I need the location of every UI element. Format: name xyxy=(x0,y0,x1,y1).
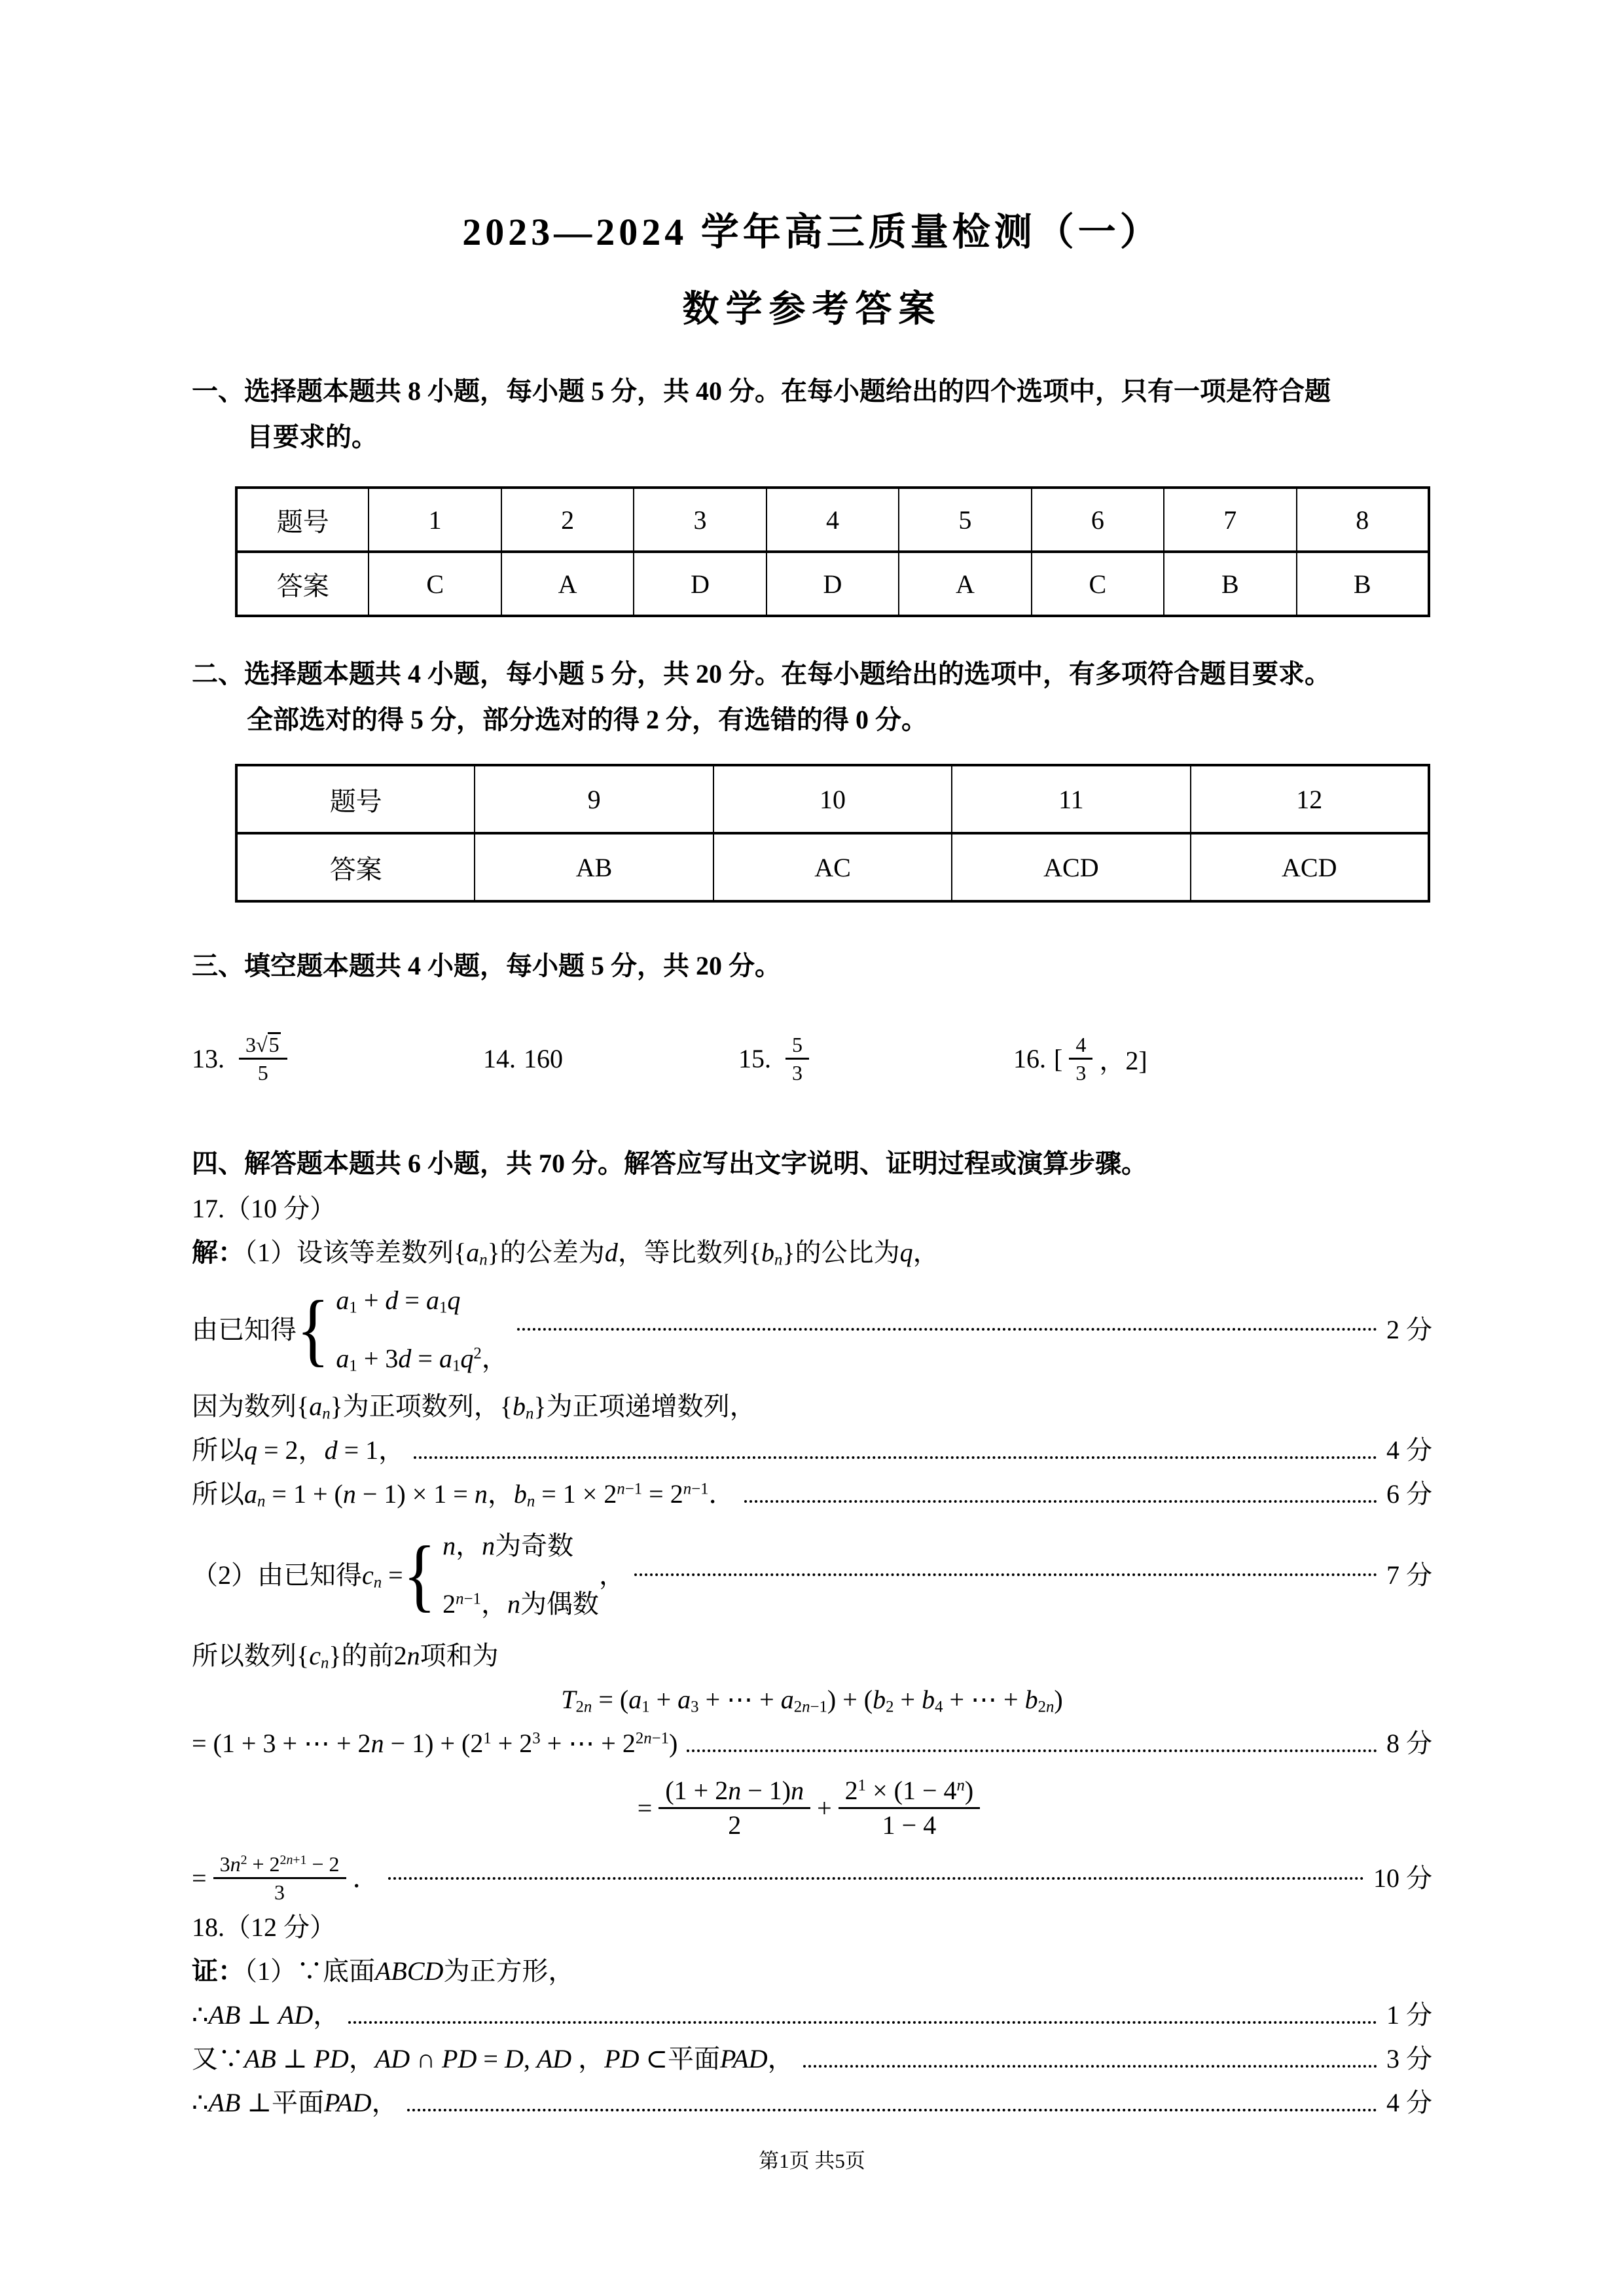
section2-heading-line1: 二、选择题本题共 4 小题，每小题 5 分，共 20 分。在每小题给出的选项中，有多项符合题目要求。 xyxy=(192,659,1331,689)
answer-15-label: 15. xyxy=(738,1043,771,1073)
cases-expression: （2）由已知得cn = { n，n为奇数 $2^{n-1}$，n为偶数 ， xyxy=(192,1524,625,1626)
problem-18-line xyxy=(192,1993,1432,2037)
question-number: 6 xyxy=(1032,488,1164,552)
section3-heading: 三、填空题本题共 4 小题，每小题 5 分，共 20 分。 xyxy=(192,951,781,981)
answer-14 xyxy=(483,1043,738,1074)
fill-in-answers-row xyxy=(192,1015,1432,1102)
dotted-leader xyxy=(803,2065,1377,2068)
question-number: 8 xyxy=(1297,488,1430,552)
problem-17-cases-line xyxy=(192,1524,1432,1626)
answer-cell: B xyxy=(1164,552,1296,616)
score-label: 3 分 xyxy=(1386,2044,1432,2074)
problem-17-line: 因为数列{an}为正项数列，{bn}为正项递增数列， xyxy=(192,1391,756,1423)
page-footer: 第1页 共5页 xyxy=(759,2149,865,2173)
section1-heading-line1: 一、选择题本题共 8 小题，每小题 5 分，共 40 分。在每小题给出的四个选项中，只有一项是符合题 xyxy=(192,376,1331,406)
cases-row: $2^{n-1}$，n为偶数 xyxy=(442,1589,599,1619)
line-content: 所以q = 2，d = 1， xyxy=(192,1435,405,1465)
score-label: 7 分 xyxy=(1386,1560,1432,1590)
score-label: 2 分 xyxy=(1386,1314,1432,1344)
system-row: a1 + d = a1q xyxy=(336,1285,461,1317)
problem-17-line: 所以数列{cn}的前2n项和为 xyxy=(192,1641,499,1672)
question-number: 11 xyxy=(952,765,1190,833)
score-label: 4 分 xyxy=(1386,2088,1432,2118)
line-content: = (1 + 3 + ⋯ + $2n - 1) + (2^1 + 2^3$ + ⋯ + $2^{2n-1}$) xyxy=(192,1729,678,1759)
table-header-cell: 答案 xyxy=(236,552,369,616)
equals-sign: = xyxy=(637,1793,653,1823)
fraction: $\frac{(1 + 2n - 1)n}{2}$ xyxy=(659,1774,810,1842)
problem-18-line xyxy=(192,2081,1432,2125)
answer-16-label: 16. xyxy=(1013,1043,1046,1073)
question-number: 7 xyxy=(1164,488,1296,552)
problem-17-intro: 解：（1）设该等差数列{an}的公差为d，等比数列{bn}的公比为q， xyxy=(192,1238,939,1269)
doc-title: 2023—2024 学年高三质量检测（一） xyxy=(462,211,1162,253)
problem-17-line xyxy=(192,1428,1432,1472)
dotted-leader xyxy=(744,1500,1377,1503)
plus-sign: + xyxy=(817,1793,832,1823)
score-label: 8 分 xyxy=(1386,1729,1432,1759)
section1-heading xyxy=(192,368,1432,460)
problem-17-final-line xyxy=(192,1851,1432,1905)
dotted-leader xyxy=(517,1328,1377,1331)
table-header-cell: 题号 xyxy=(236,765,475,833)
problem-17-system-line xyxy=(192,1278,1432,1380)
problem-18-number: 18.（12 分） xyxy=(192,1912,336,1943)
line-content: 所以an = 1 + (n − 1) × 1 = n，bn = $1 \times 2^{n-1} = 2^{n-1}$． xyxy=(192,1479,735,1511)
doc-subtitle: 数学参考答案 xyxy=(682,289,942,330)
answer-13-label: 13. xyxy=(192,1043,225,1073)
question-number: 3 xyxy=(634,488,766,552)
answer-table-single-choice xyxy=(235,486,1430,617)
table-header-cell: 答案 xyxy=(236,833,475,901)
problem-17-number: 17.（10 分） xyxy=(192,1194,336,1224)
question-number: 12 xyxy=(1191,765,1429,833)
problem-17-line xyxy=(192,1472,1432,1516)
dotted-leader xyxy=(687,1749,1377,1752)
answer-15 xyxy=(738,1031,1013,1086)
table-row xyxy=(236,765,1429,833)
score-label: 6 分 xyxy=(1386,1479,1432,1509)
section2-heading-line2: 全部选对的得 5 分，部分选对的得 2 分，有选错的得 0 分。 xyxy=(247,705,928,735)
cases-row: n，n为奇数 xyxy=(442,1531,574,1561)
problem-17-fraction-equation xyxy=(192,1774,1432,1842)
answer-cell: C xyxy=(369,552,501,616)
section2-heading xyxy=(192,651,1432,743)
answer-14-value: 160 xyxy=(524,1043,563,1073)
line-content: ∴AB ⊥平面PAD， xyxy=(192,2088,398,2118)
cases-rows xyxy=(442,1524,599,1626)
table-row xyxy=(236,833,1429,901)
question-number: 2 xyxy=(501,488,634,552)
table-row xyxy=(236,488,1429,552)
question-number: 9 xyxy=(475,765,713,833)
problem-17-display-equation: T2n = (a1 + a3 + ⋯ + a2n−1) + (b2 + b4 + ⋯ + b2n) xyxy=(561,1685,1063,1716)
answer-16-open-bracket: [ xyxy=(1054,1043,1063,1073)
line-content: 又∵AB ⊥ PD，AD ∩ PD = D, AD ，PD ⊂平面PAD， xyxy=(192,2044,794,2074)
dotted-leader xyxy=(388,1877,1364,1880)
answer-cell: D xyxy=(767,552,899,616)
table-row xyxy=(236,552,1429,616)
cases-lead: （2）由已知得cn = xyxy=(192,1560,403,1592)
problem-18-line: 证：（1）∵底面ABCD为正方形， xyxy=(192,1956,575,1986)
system-rows xyxy=(336,1278,507,1380)
answer-cell: AB xyxy=(475,833,713,901)
question-number: 5 xyxy=(899,488,1031,552)
answer-cell: ACD xyxy=(952,833,1190,901)
dotted-leader xyxy=(348,2021,1377,2024)
table-header-cell: 题号 xyxy=(236,488,369,552)
score-label: 1 分 xyxy=(1386,2000,1432,2030)
answer-16 xyxy=(1013,1031,1147,1086)
score-label: 10 分 xyxy=(1373,1863,1432,1893)
answer-table-multi-choice xyxy=(235,764,1430,903)
equals-sign: = xyxy=(192,1863,207,1893)
answer-cell: A xyxy=(899,552,1031,616)
dotted-leader xyxy=(407,2109,1377,2111)
fraction: $\frac{3n^2 + 2^{2n+1} - 2}{3}$ xyxy=(213,1851,346,1905)
answer-14-label: 14. xyxy=(483,1043,516,1073)
answer-cell: C xyxy=(1032,552,1164,616)
question-number: 10 xyxy=(713,765,952,833)
dotted-leader xyxy=(414,1456,1377,1459)
score-label: 4 分 xyxy=(1386,1435,1432,1465)
section4-heading: 四、解答题本题共 6 小题，共 70 分。解答应写出文字说明、证明过程或演算步骤。 xyxy=(192,1149,1147,1179)
fraction: $\frac{5}{3}$ xyxy=(785,1031,809,1086)
equation-system: 由已知得 { a1 + d = a1q $a1 + 3d = a1q^2$， xyxy=(192,1278,508,1380)
problem-18-line xyxy=(192,2037,1432,2081)
fraction: $\frac{2^1 \times (1 - 4^n)}{1 - 4}$ xyxy=(839,1774,981,1842)
answer-cell: A xyxy=(501,552,634,616)
cases-tail: ， xyxy=(598,1560,625,1590)
answer-cell: B xyxy=(1297,552,1430,616)
fraction: $\frac{3√5}{5}$ xyxy=(239,1031,287,1086)
answer-cell: ACD xyxy=(1191,833,1429,901)
section1-heading-line2: 目要求的。 xyxy=(247,422,378,452)
period: ． xyxy=(352,1863,379,1893)
system-row: $a1 + 3d = a1q^2$， xyxy=(336,1344,508,1375)
answer-16-close-bracket: ，2] xyxy=(1099,1045,1147,1075)
final-expression xyxy=(192,1851,379,1905)
dotted-leader xyxy=(634,1573,1377,1576)
system-lead: 由已知得 xyxy=(192,1314,297,1344)
answer-cell: D xyxy=(634,552,766,616)
answer-cell: AC xyxy=(713,833,952,901)
question-number: 1 xyxy=(369,488,501,552)
line-content: ∴AB ⊥ AD， xyxy=(192,2000,340,2030)
question-number: 4 xyxy=(767,488,899,552)
answer-13 xyxy=(192,1031,483,1086)
problem-17-line xyxy=(192,1721,1432,1765)
fraction: $\frac{4}{3}$ xyxy=(1069,1031,1092,1086)
